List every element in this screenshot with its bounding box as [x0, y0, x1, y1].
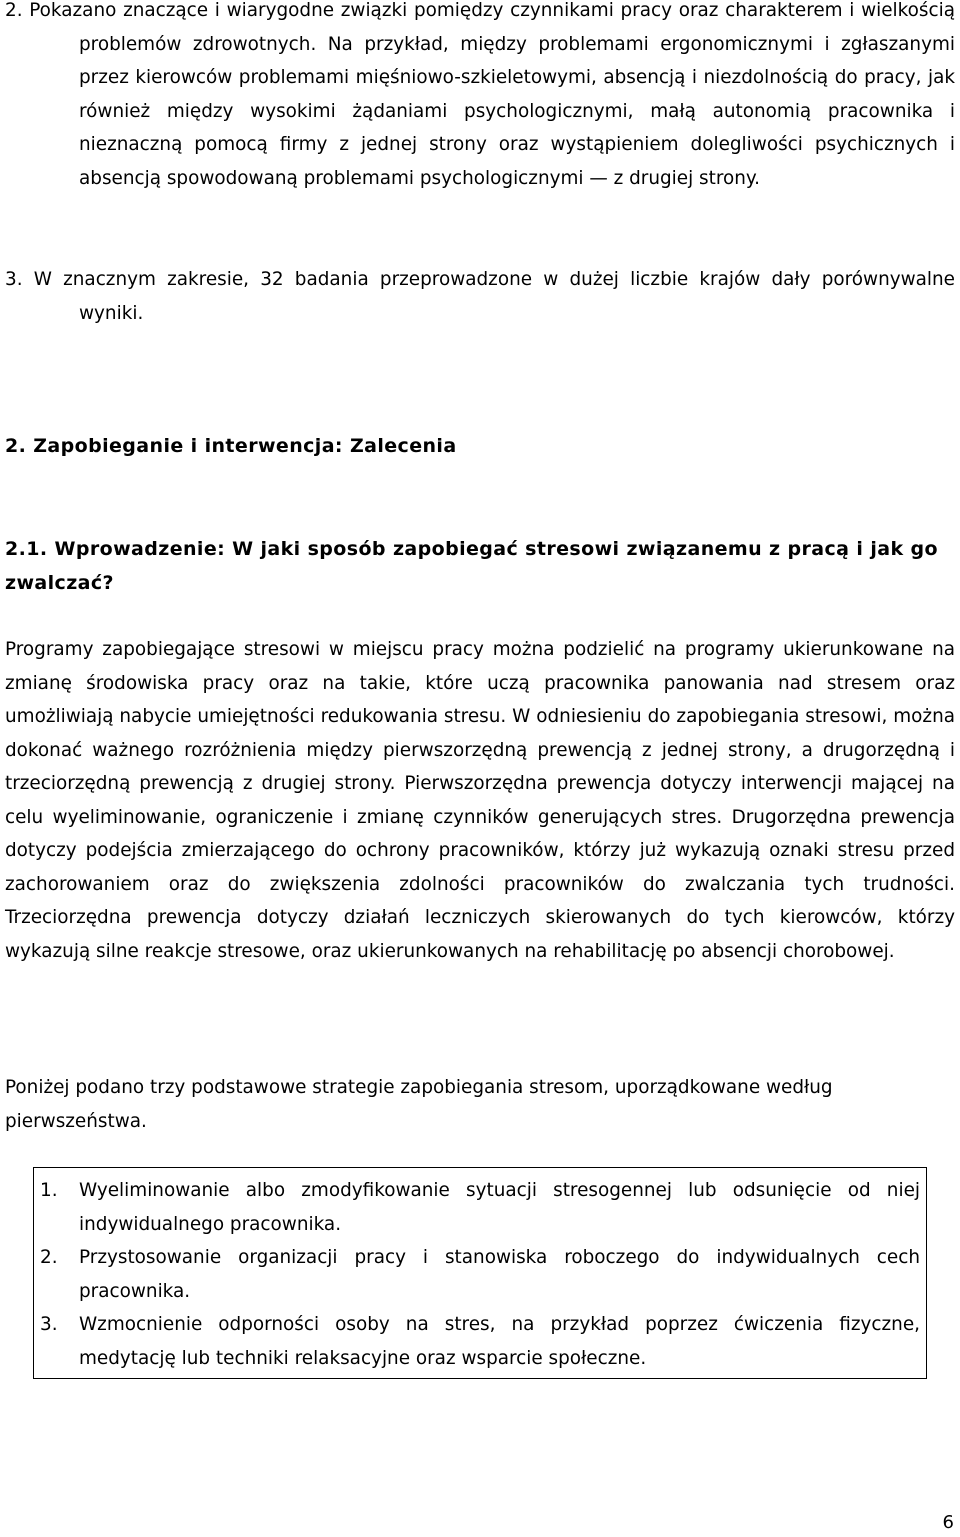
page-number: 6	[942, 1512, 954, 1533]
strategy-item	[34, 1241, 926, 1308]
strategy-number: 2.	[40, 1247, 58, 1268]
strategy-item	[34, 1308, 926, 1375]
intro-item-2: 2. Pokazano znaczące i wiarygodne związki pomiędzy czynnikami pracy oraz charakterem i wielkością problemów zdrowotnych. Na przykład, między problemami ergonomicznymi i zgłaszanymi przez kierowców problemami mięśniowo-szkieletowymi, absencją i niezdolnością do pracy, jak również między wysokimi żądaniami psychologicznymi, małą autonomią pracownika i nieznaczną pomocą firmy z jednej strony oraz wystąpieniem dolegliwości psychicznych i absencją spowodowaną problemami psychologicznymi — z drugiej strony.	[5, 0, 955, 189]
body-paragraph: Programy zapobiegające stresowi w miejscu pracy można podzielić na programy ukierunkowane na zmianę środowiska pracy oraz na takie, które uczą pracownika panowania nad stresem oraz umożliwiają nabycie umiejętności redukowania stresu. W odniesieniu do zapobiegania stresowi, można dokonać ważnego rozróżnienia między pierwszorzędną prewencją z jednej strony, a drugorzędną i trzeciorzędną prewencją z drugiej strony. Pierwszorzędna prewencja dotyczy interwencji mającej na celu wyeliminowanie, ograniczenie i zmianę czynników generujących stres. Drugorzędna prewencja dotyczy podejścia zmierzającego do ochrony pracowników, którzy już wykazują oznaki stresu przed zachorowaniem oraz do zwiększenia zdolności pracowników do zwalczania tych trudności. Trzeciorzędna prewencja dotyczy działań leczniczych skierowanych do tych kierowców, którzy wykazują silne reakcje stresowe, oraz ukierunkowanych na rehabilitację po absencji chorobowej.	[5, 639, 955, 962]
subsection-heading: 2.1. Wprowadzenie: W jaki sposób zapobiegać stresowi związanemu z pracą i jak go zwalczać?	[5, 538, 938, 594]
strategy-text: Wyeliminowanie albo zmodyfikowanie sytuacji stresogennej lub odsunięcie od niej indywidualnego pracownika.	[79, 1180, 920, 1235]
strategy-text: Przystosowanie organizacji pracy i stanowiska roboczego do indywidualnych cech pracownika.	[79, 1247, 920, 1302]
strategies-box	[33, 1167, 927, 1379]
strategy-number: 1.	[40, 1180, 58, 1201]
section-heading: 2. Zapobieganie i interwencja: Zalecenia	[5, 435, 457, 457]
strategies-intro: Poniżej podano trzy podstawowe strategie zapobiegania stresom, uporządkowane według pierwszeństwa.	[5, 1077, 833, 1132]
strategy-text: Wzmocnienie odporności osoby na stres, na przykład poprzez ćwiczenia fizyczne, medytację lub techniki relaksacyjne oraz wsparcie społeczne.	[79, 1314, 920, 1369]
intro-item-3: 3. W znacznym zakresie, 32 badania przeprowadzone w dużej liczbie krajów dały porównywalne wyniki.	[5, 269, 955, 324]
strategy-item	[34, 1174, 926, 1241]
strategy-number: 3.	[40, 1314, 58, 1335]
